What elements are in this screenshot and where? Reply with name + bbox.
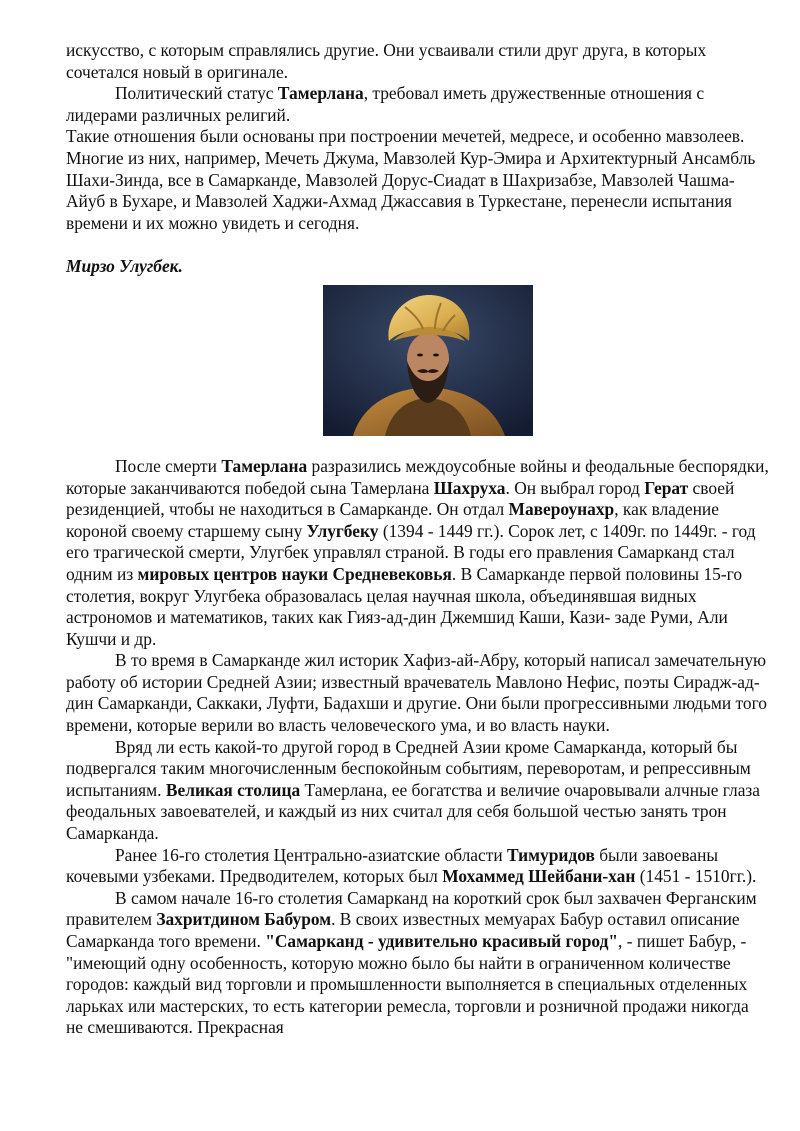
text-run: Вряд ли есть какой-то другой город в Средней Азии кроме Самарканда, который бы подвергался таким многочисленным беспокойным событиям, переворотам, и репрессивным испытаниям.	[66, 736, 751, 800]
bold-timurids: Тимуридов	[506, 844, 595, 865]
text-run: . В Самарканде первой половины 15-го столетия, вокруг Улугбека образовалась целая научная школа, объединявшая видных астрономов и математиков, таких как Гияз-ад-дин Джемшид Каши, Кази- заде Руми, Али Кушчи и др.	[66, 563, 743, 649]
bold-babur: Захритдином Бабуром	[156, 909, 332, 930]
text-run: . В своих известных мемуарах Бабур оставил описание Самарканда того времени.	[66, 909, 740, 951]
paragraph-timurids	[66, 845, 770, 888]
bold-tamerlane: Тамерлана	[277, 83, 364, 104]
paragraph-after-tamerlane	[66, 456, 770, 650]
portrait-container	[66, 285, 770, 436]
paragraph-intro-end: искусство, с которым справлялись другие. Они усваивали стили друг друга, в которых сочетался новый в оригинале.	[66, 40, 707, 82]
paragraph-historians: В то время в Самарканде жил историк Хафиз-ай-Абру, который написал замечательную работу об истории Средней Азии; известный врачеватель Мавлоно Нефис, поэты Сирадж-ад-дин Самарканди, Саккаки, Луфти, Бадахши и другие. Они были прогрессивными людьми того времени, которые верили во власть человеческого ума, и во власть науки.	[66, 650, 767, 736]
paragraph-great-capital	[66, 737, 770, 845]
portrait-eye-right	[433, 353, 439, 356]
text-run: , - пишет Бабур, - "имеющий одну особенность, которую можно было бы найти в ограниченном количестве городов: каждый вид торговли и промышленности выполняется в специальных отделенных ларьках или мастерских, то есть категории ремесла, торговли и розничной продажи никогда не смешиваются. Прекрасная	[66, 931, 749, 1038]
text-run: Ранее 16-го столетия Центрально-азиатские области	[115, 844, 507, 865]
bold-shahrukh: Шахруха	[433, 477, 506, 498]
bold-ulugbek: Улугбеку	[306, 520, 379, 541]
ulugbek-portrait-image	[323, 285, 533, 436]
paragraph-political-status	[66, 83, 770, 126]
text-run: Политический статус	[115, 83, 278, 104]
portrait-eye-left	[417, 353, 423, 356]
text-run: (1451 - 1510гг.).	[635, 866, 757, 887]
document-page	[66, 40, 770, 1039]
paragraph-architecture: Такие отношения были основаны при построении мечетей, медресе, и особенно мавзолеев. Многие из них, например, Мечеть Джума, Мавзолей Кур-Эмира и Архитектурный Ансамбль Шахи-Зинда, все в Самарканде, Мавзолей Дорус-Сиадат в Шахризабзе, Мавзолей Чашма-Айуб в Бухаре, и Мавзолей Хаджи-Ахмад Джассавия в Туркестане, перенесли испытания времени и их можно увидеть и сегодня.	[66, 126, 756, 233]
bold-babur-quote: "Самарканд - удивительно красивый город"	[265, 931, 619, 951]
text-run: . Он выбрал город	[505, 477, 645, 498]
paragraph-babur	[66, 888, 770, 1039]
text-run: После смерти	[115, 455, 222, 476]
text-run: разразились междоусобные войны и феодальные беспорядки, которые заканчиваются победой сына Тамерлана	[66, 455, 769, 498]
bold-sheibani-khan: Мохаммед Шейбани-хан	[442, 866, 636, 887]
bold-herat: Герат	[644, 477, 689, 498]
bold-great-capital: Великая столица	[165, 779, 301, 800]
text-run: были завоеваны кочевыми узбеками. Предводителем, которых был	[66, 844, 719, 887]
text-run: В самом начале 16-го столетия Самарканд на короткий срок был захвачен Ферганским правителем	[66, 887, 757, 930]
bold-world-science-centers: мировых центров науки Средневековья	[137, 563, 452, 584]
text-run: , требовал иметь дружественные отношения с лидерами различных религий.	[66, 83, 705, 125]
text-run: , как владение короной своему старшему сыну	[66, 499, 719, 541]
text-run: своей резиденцией, чтобы не находиться в Самарканде. Он отдал	[66, 477, 735, 520]
bold-tamerlane: Тамерлана	[221, 455, 308, 476]
section-heading: Мирзо Улугбек.	[66, 256, 183, 277]
bold-maverounnahr: Мавероунахр	[508, 499, 615, 520]
text-run: Тамерлана, ее богатства и величие очаровывали алчные глаза феодальных завоевателей, и каждый из них считал для себя большой честью занять трон Самарканда.	[66, 779, 761, 844]
text-run: (1394 - 1449 гг.). Сорок лет, с 1409г. по 1449г. - год его трагической смерти, Улугбек управлял страной. В годы его правления Самарканд стал одним из	[66, 520, 756, 584]
